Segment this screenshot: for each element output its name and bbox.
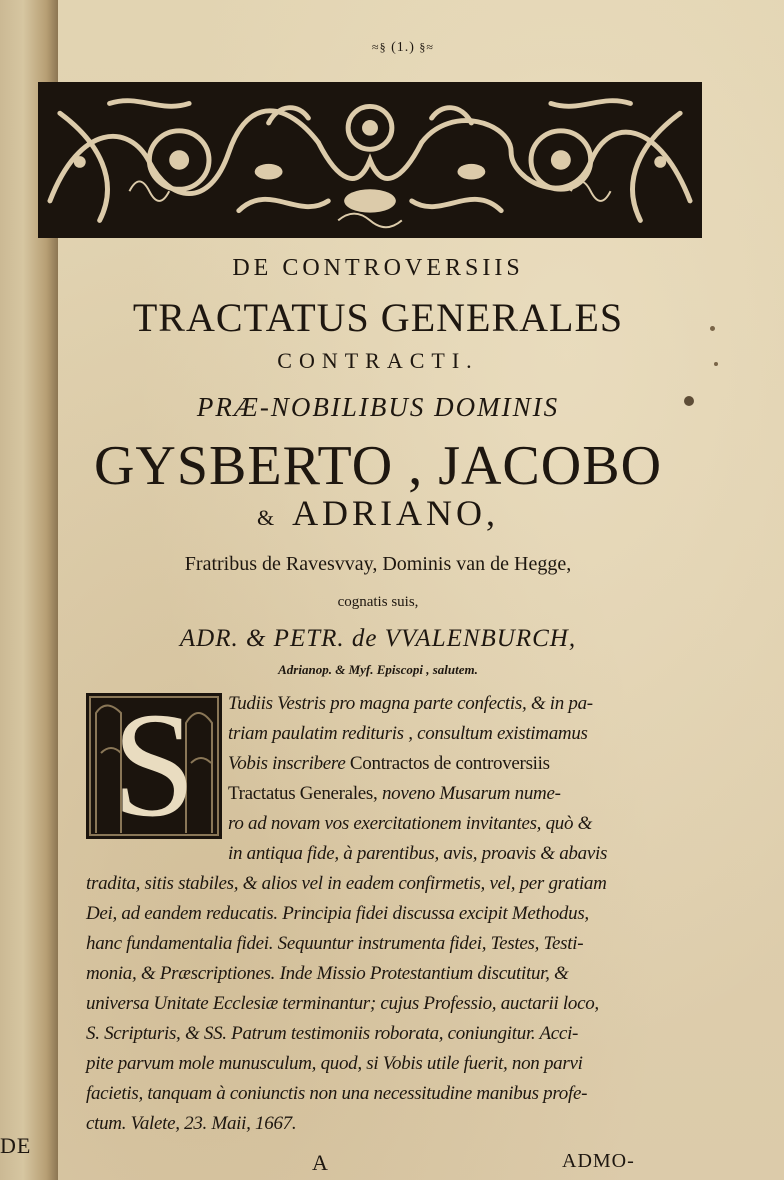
body-line-5: ro ad novam vos exercitationem invitantes, quò & <box>228 813 593 834</box>
body-line-3 <box>228 753 550 775</box>
body-line-3-roman: Contractos de controversiis <box>349 753 550 774</box>
title-line-3: CONTRACTI. <box>277 348 479 373</box>
headpiece-scrollwork-icon <box>40 84 700 236</box>
catchword: ADMO- <box>562 1150 635 1172</box>
page-number-ornament-left: ≈§ <box>371 40 387 54</box>
body-line-8: Dei, ad eandem reducatis. Principia fidei discussa excipit Methodus, <box>86 903 589 924</box>
initial-letter: S <box>112 693 196 839</box>
title-line-1: DE CONTROVERSIIS <box>232 255 524 281</box>
dedication-authors: ADR. & PETR. de VVALENBURCH, <box>179 625 577 652</box>
body-line-10: monia, & Præscriptiones. Inde Missio Protestantium discutitur, & <box>86 963 569 984</box>
dedication-ampersand: & <box>256 505 279 530</box>
dedication-fratribus-line: Fratribus de Ravesvvay, Dominis van de Hegge, <box>184 553 572 575</box>
body-line-9: hanc fundamentalia fidei. Sequuntur instrumenta fidei, Testes, Testi- <box>86 933 584 954</box>
body-line-7: tradita, sitis stabiles, & alios vel in eadem confirmetis, vel, per gratiam <box>86 873 607 894</box>
paper-blemish <box>710 326 715 331</box>
dedication-line-1: PRÆ-NOBILIBUS DOMINIS <box>196 392 560 422</box>
body-line-11: universa Unitate Ecclesiæ terminantur; cujus Professio, auctarii loco, <box>86 993 599 1014</box>
dedication-names-line: GYSBERTO , JACOBO <box>93 435 663 497</box>
body-line-14: facietis, tanquam à coniunctis non una necessitudine manibus profe- <box>86 1083 588 1104</box>
body-line-13: pite parvum mole munusculum, quod, si Vobis utile fuerit, non parvi <box>86 1053 583 1074</box>
page-number-text: (1.) <box>391 40 415 55</box>
body-line-3-italic: Vobis inscribere <box>228 753 346 774</box>
signature-mark: A <box>312 1150 328 1175</box>
page-number-ornament-right: §≈ <box>419 40 434 54</box>
body-line-4-roman: Tractatus Generales, <box>228 783 378 804</box>
body-line-15: ctum. Valete, 23. Maii, 1667. <box>86 1113 297 1134</box>
dedication-adriano: ADRIANO, <box>292 493 500 533</box>
body-line-4 <box>228 783 561 805</box>
body-line-6: in antiqua fide, à parentibus, avis, proavis & abavis <box>228 843 608 864</box>
paper-blemish <box>684 396 694 406</box>
woodcut-headpiece-ornament <box>38 82 702 238</box>
title-line-2: TRACTATUS GENERALES <box>132 295 624 340</box>
dedication-cognatis-line: cognatis suis, <box>337 594 419 610</box>
page-number <box>328 40 478 56</box>
decorated-initial-block <box>86 693 222 839</box>
paper-blemish <box>714 362 718 366</box>
body-line-12: S. Scripturis, & SS. Patrum testimoniis roborata, coniungitur. Acci- <box>86 1023 579 1044</box>
body-line-1: Tudiis Vestris pro magna parte confectis, & in pa- <box>228 693 593 714</box>
body-line-2: triam paulatim redituris , consultum existimamus <box>228 723 588 744</box>
body-line-4-italic: noveno Musarum nume- <box>381 783 561 804</box>
dedication-authors-subtitle: Adrianop. & Myf. Episcopi , salutem. <box>278 662 478 677</box>
book-page <box>58 0 784 1180</box>
margin-text-previous-page: DE <box>0 1133 32 1158</box>
dedication-adriano-line <box>78 492 678 534</box>
